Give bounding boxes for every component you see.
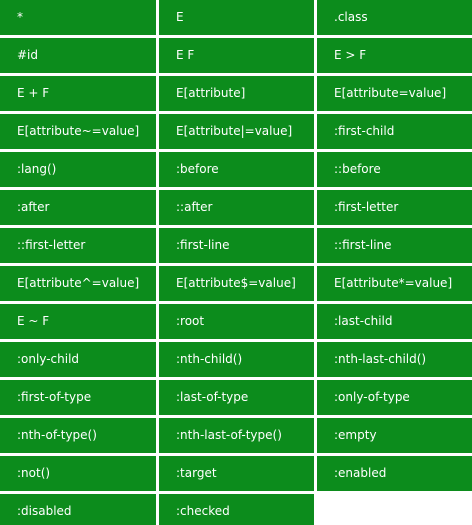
selector-cell-universal[interactable]: * xyxy=(0,0,156,35)
selector-cell-target[interactable]: :target xyxy=(159,456,314,491)
selector-cell-first-child[interactable]: :first-child xyxy=(317,114,472,149)
selector-cell-first-letter[interactable]: :first-letter xyxy=(317,190,472,225)
selector-cell-attribute-includes[interactable]: E[attribute~=value] xyxy=(0,114,156,149)
selector-cell-first-letter-pseudo-element[interactable]: ::first-letter xyxy=(0,228,156,263)
selector-cell-enabled[interactable]: :enabled xyxy=(317,456,472,491)
selector-cell-after-pseudo-element[interactable]: ::after xyxy=(159,190,314,225)
selector-cell-checked[interactable]: :checked xyxy=(159,494,314,525)
selector-cell-descendant[interactable]: E F xyxy=(159,38,314,73)
selector-cell-first-line-pseudo-element[interactable]: ::first-line xyxy=(317,228,472,263)
selector-cell-before-pseudo-element[interactable]: ::before xyxy=(317,152,472,187)
selector-cell-first-line[interactable]: :first-line xyxy=(159,228,314,263)
selector-cell-general-sibling[interactable]: E ~ F xyxy=(0,304,156,339)
selector-cell-only-of-type[interactable]: :only-of-type xyxy=(317,380,472,415)
selector-cell-nth-of-type[interactable]: :nth-of-type() xyxy=(0,418,156,453)
selector-cell-type[interactable]: E xyxy=(159,0,314,35)
selector-cell-nth-last-child[interactable]: :nth-last-child() xyxy=(317,342,472,377)
selector-cell-after[interactable]: :after xyxy=(0,190,156,225)
selector-cell-attribute-contains[interactable]: E[attribute*=value] xyxy=(317,266,472,301)
selector-cell-attribute-equals[interactable]: E[attribute=value] xyxy=(317,76,472,111)
selector-cell-last-of-type[interactable]: :last-of-type xyxy=(159,380,314,415)
selector-cell-attribute-dash[interactable]: E[attribute|=value] xyxy=(159,114,314,149)
selector-cell-nth-child[interactable]: :nth-child() xyxy=(159,342,314,377)
selector-cell-child[interactable]: E > F xyxy=(317,38,472,73)
selector-cell-lang[interactable]: :lang() xyxy=(0,152,156,187)
selector-cell-attribute[interactable]: E[attribute] xyxy=(159,76,314,111)
selector-cell-before[interactable]: :before xyxy=(159,152,314,187)
selector-cell-attribute-ends[interactable]: E[attribute$=value] xyxy=(159,266,314,301)
selector-cell-attribute-starts[interactable]: E[attribute^=value] xyxy=(0,266,156,301)
selector-cell-id[interactable]: #id xyxy=(0,38,156,73)
selector-cell-empty[interactable]: :empty xyxy=(317,418,472,453)
selector-cell-first-of-type[interactable]: :first-of-type xyxy=(0,380,156,415)
selector-cell-adjacent-sibling[interactable]: E + F xyxy=(0,76,156,111)
selector-cell-root[interactable]: :root xyxy=(159,304,314,339)
selector-cell-nth-last-of-type[interactable]: :nth-last-of-type() xyxy=(159,418,314,453)
selector-cell-only-child[interactable]: :only-child xyxy=(0,342,156,377)
selector-cell-class[interactable]: .class xyxy=(317,0,472,35)
selector-cell-disabled[interactable]: :disabled xyxy=(0,494,156,525)
selector-cell-not[interactable]: :not() xyxy=(0,456,156,491)
selector-cell-last-child[interactable]: :last-child xyxy=(317,304,472,339)
